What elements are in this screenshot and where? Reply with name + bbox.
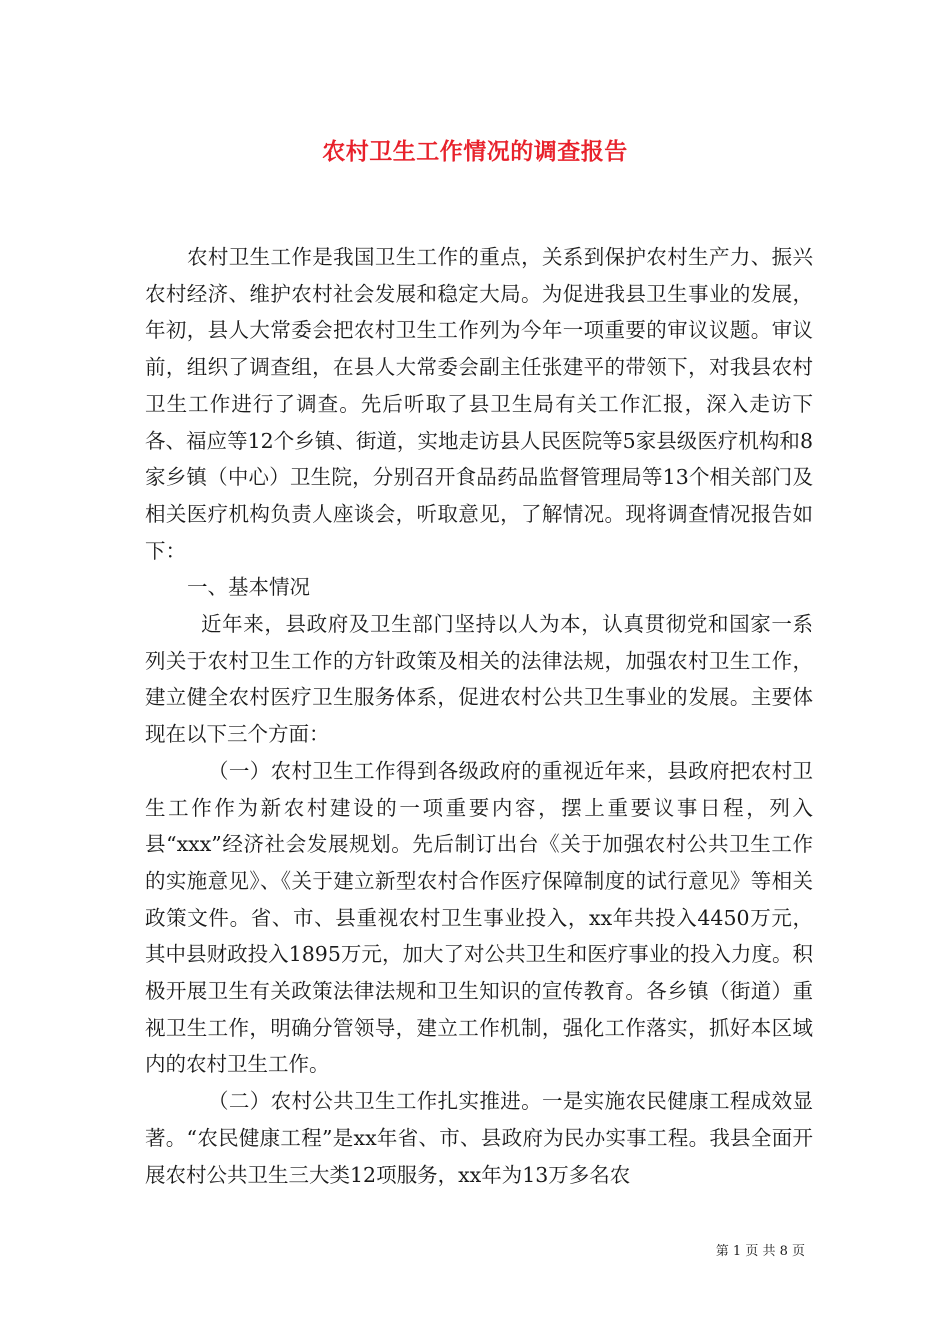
page-number: 第 1 页 共 8 页	[715, 1244, 805, 1259]
paragraph-overview: 近年来，县政府及卫生部门坚持以人为本，认真贯彻党和国家一系列关于农村卫生工作的方针政策及相关的法律法规，加强农村卫生工作，建立健全农村医疗卫生服务体系，促进农村公共卫生事业的发展。主要体现在以下三个方面：	[145, 612, 813, 747]
paragraph-subsection-1: （一）农村卫生工作得到各级政府的重视近年来，县政府把农村卫生工作作为新农村建设的一项重要内容，摆上重要议事日程，列入县“xxx”经济社会发展规划。先后制订出台《关于加强农村公共卫生工作的实施意见》、《关于建立新型农村合作医疗保障制度的试行意见》等相关政策文件。省、市、县重视农村卫生事业投入，xx年共投入4450万元，其中县财政投入1895万元，加大了对公共卫生和医疗事业的投入力度。积极开展卫生有关政策法律法规和卫生知识的宣传教育。各乡镇（街道）重视卫生工作，明确分管领导，建立工作机制，强化工作落实，抓好本区域内的农村卫生工作。	[145, 758, 813, 1077]
paragraph-intro: 农村卫生工作是我国卫生工作的重点，关系到保护农村生产力、振兴农村经济、维护农村社会发展和稳定大局。为促进我县卫生事业的发展，年初，县人大常委会把农村卫生工作列为今年一项重要的审议议题。审议前，组织了调查组，在县人大常委会副主任张建平的带领下，对我县农村卫生工作进行了调查。先后听取了县卫生局有关工作汇报，深入走访下各、福应等12个乡镇、街道，实地走访县人民医院等5家县级医疗机构和8家乡镇（中心）卫生院，分别召开食品药品监督管理局等13个相关部门及相关医疗机构负责人座谈会，听取意见，了解情况。现将调查情况报告如下：	[145, 245, 813, 563]
document-title: 农村卫生工作情况的调查报告	[322, 138, 628, 165]
paragraph-subsection-2: （二）农村公共卫生工作扎实推进。一是实施农民健康工程成效显著。“农民健康工程”是xx年省、市、县政府为民办实事工程。我县全面开展农村公共卫生三大类12项服务，xx年为13万多名农	[145, 1089, 813, 1187]
document-body	[145, 239, 813, 1193]
section-heading-basic: 一、基本情况	[187, 575, 310, 600]
